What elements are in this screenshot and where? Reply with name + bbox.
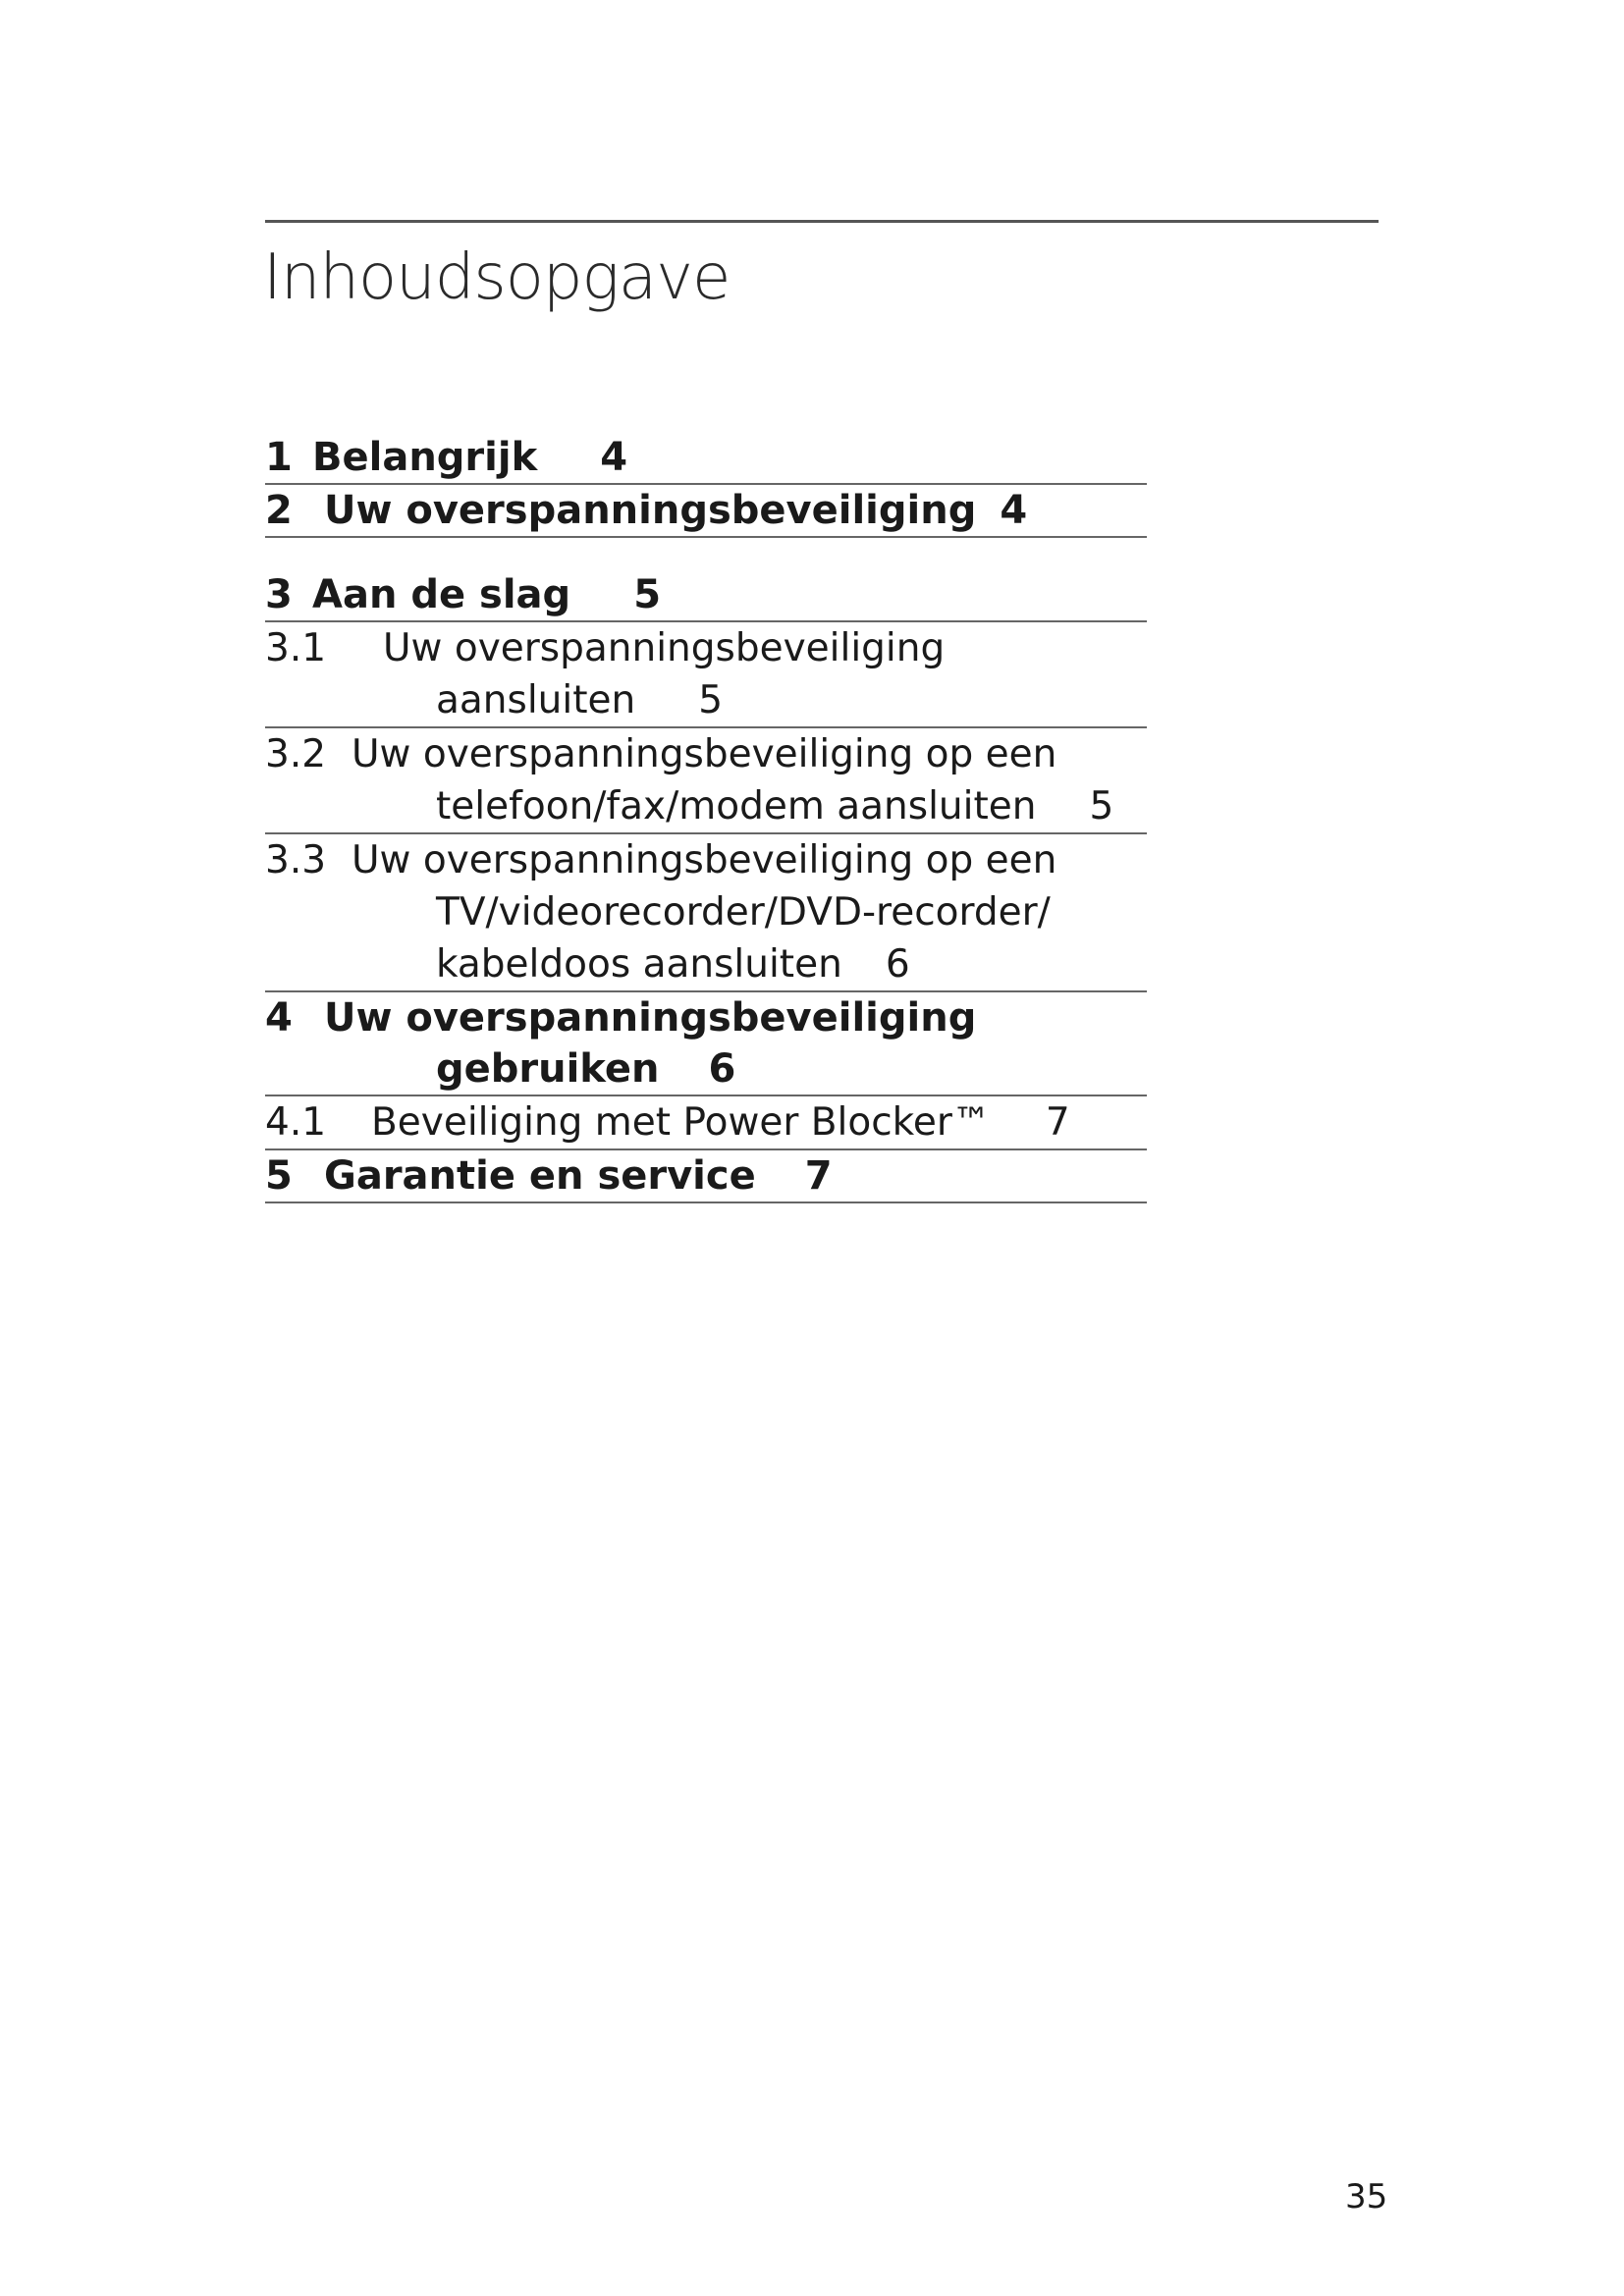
toc-number: 5 xyxy=(265,1153,293,1199)
toc-title: Belangrijk xyxy=(312,435,538,480)
toc-title-continued: TV/videorecorder/DVD-recorder/ xyxy=(436,890,1051,934)
toc-entry-1[interactable] xyxy=(265,432,1147,485)
toc-title: Beveiliging met Power Blocker™ xyxy=(371,1100,991,1145)
toc-title: Uw overspanningsbeveiliging xyxy=(324,488,977,533)
toc-title: Uw overspanningsbeveiliging xyxy=(324,995,977,1041)
toc-page: 6 xyxy=(708,1046,736,1092)
toc-number: 4 xyxy=(265,995,293,1041)
top-rule xyxy=(265,220,1379,223)
toc-entry-5[interactable] xyxy=(265,1150,1147,1203)
toc-title-continued: telefoon/fax/modem aansluiten xyxy=(436,784,1037,828)
toc-title: Uw overspanningsbeveiliging op een xyxy=(352,732,1057,776)
toc-number: 3.3 xyxy=(265,838,327,882)
toc-entry-3-2[interactable] xyxy=(265,728,1147,834)
toc-number: 3.2 xyxy=(265,732,327,776)
toc-entry-4-1[interactable] xyxy=(265,1096,1147,1150)
toc-title: Uw overspanningsbeveiliging xyxy=(383,626,946,670)
toc-entry-3[interactable] xyxy=(265,569,1147,622)
table-of-contents xyxy=(265,432,1147,1203)
toc-number: 3.1 xyxy=(265,626,327,670)
toc-page: 4 xyxy=(600,435,628,480)
toc-entry-4[interactable] xyxy=(265,992,1147,1096)
toc-page: 7 xyxy=(804,1153,833,1199)
toc-number: 1 xyxy=(265,435,293,480)
toc-title: Aan de slag xyxy=(312,572,571,617)
toc-title: Uw overspanningsbeveiliging op een xyxy=(352,838,1057,882)
toc-title-continued: aansluiten xyxy=(436,678,636,722)
toc-page: 4 xyxy=(1000,488,1028,533)
toc-number: 2 xyxy=(265,488,293,533)
toc-title: Garantie en service xyxy=(324,1153,756,1199)
page-number: 35 xyxy=(1345,2177,1388,2216)
toc-entry-2[interactable] xyxy=(265,485,1147,538)
toc-entry-3-3[interactable] xyxy=(265,834,1147,992)
toc-number: 4.1 xyxy=(265,1100,327,1145)
toc-number: 3 xyxy=(265,572,293,617)
toc-page: 5 xyxy=(698,678,724,722)
toc-page: 6 xyxy=(885,942,910,987)
page-title: Inhoudsopgave xyxy=(263,241,731,314)
toc-page: 5 xyxy=(1089,784,1114,828)
toc-title-continued: gebruiken xyxy=(436,1046,660,1092)
toc-entry-3-1[interactable] xyxy=(265,622,1147,728)
toc-page: 7 xyxy=(1045,1100,1070,1145)
toc-title-continued: kabeldoos aansluiten xyxy=(436,942,842,987)
toc-page: 5 xyxy=(633,572,662,617)
